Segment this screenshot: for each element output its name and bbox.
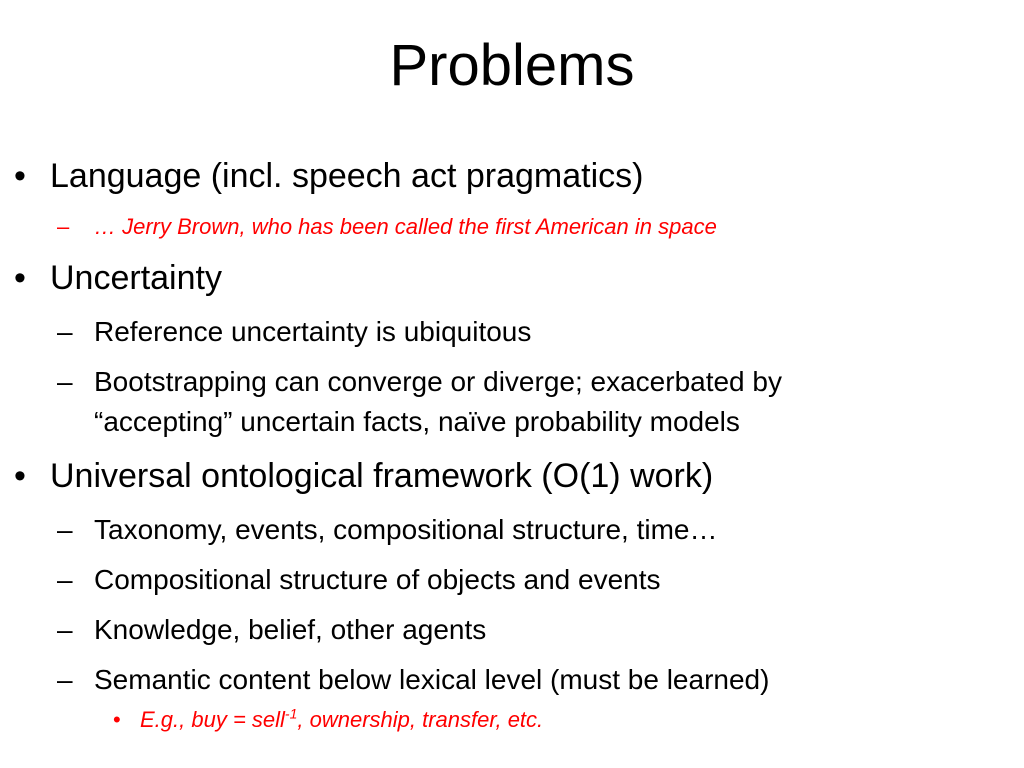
sub-bullet-semantic-content	[0, 660, 1024, 700]
sub-bullet-reference-uncertainty	[0, 312, 1024, 352]
sub-bullet-text: … Jerry Brown, who has been called the first American in space	[94, 214, 717, 239]
sub-bullet-compositional-structure	[0, 560, 1024, 600]
dash-marker: –	[57, 366, 73, 397]
sub-bullet-text: Knowledge, belief, other agents	[94, 614, 487, 645]
sub-bullet-text: Compositional structure of objects and events	[94, 564, 661, 595]
sub-bullet-jerry-brown	[0, 210, 1024, 244]
dash-marker: –	[57, 316, 73, 347]
dash-marker: –	[57, 564, 73, 595]
bullet-language	[0, 152, 1024, 200]
bullet-text: Language (incl. speech act pragmatics)	[50, 157, 644, 195]
sub-bullet-text: Reference uncertainty is ubiquitous	[94, 316, 532, 347]
bullet-marker: •	[113, 707, 121, 732]
bullet-text: Universal ontological framework (O(1) work)	[50, 457, 714, 495]
bullet-text: Uncertainty	[50, 259, 222, 297]
bullet-list	[0, 152, 1024, 736]
superscript-inverse: -1	[284, 705, 298, 722]
slide-title: Problems	[389, 33, 635, 98]
example-text-after: , ownership, transfer, etc.	[297, 707, 544, 732]
sub-bullet-taxonomy	[0, 510, 1024, 550]
sub-bullet-knowledge-belief	[0, 610, 1024, 650]
bullet-marker: •	[14, 259, 26, 297]
sub-sub-bullet-buy-sell	[0, 704, 1024, 736]
sub-bullet-bootstrapping	[0, 362, 1024, 442]
sub-bullet-text-line2: “accepting” uncertain facts, naïve probability models	[94, 406, 740, 437]
dash-marker: –	[57, 514, 73, 545]
example-text-before: E.g., buy = sell	[140, 707, 285, 732]
dash-marker: –	[57, 614, 73, 645]
sub-bullet-text: Semantic content below lexical level (must be learned)	[94, 664, 770, 695]
bullet-uncertainty	[0, 254, 1024, 302]
bullet-ontological-framework	[0, 452, 1024, 500]
sub-bullet-text: Taxonomy, events, compositional structure, time…	[94, 514, 718, 545]
bullet-marker: •	[14, 157, 26, 195]
sub-bullet-text-line1: Bootstrapping can converge or diverge; exacerbated by	[94, 366, 782, 397]
dash-marker: –	[57, 214, 70, 239]
bullet-marker: •	[14, 457, 26, 495]
dash-marker: –	[57, 664, 73, 695]
